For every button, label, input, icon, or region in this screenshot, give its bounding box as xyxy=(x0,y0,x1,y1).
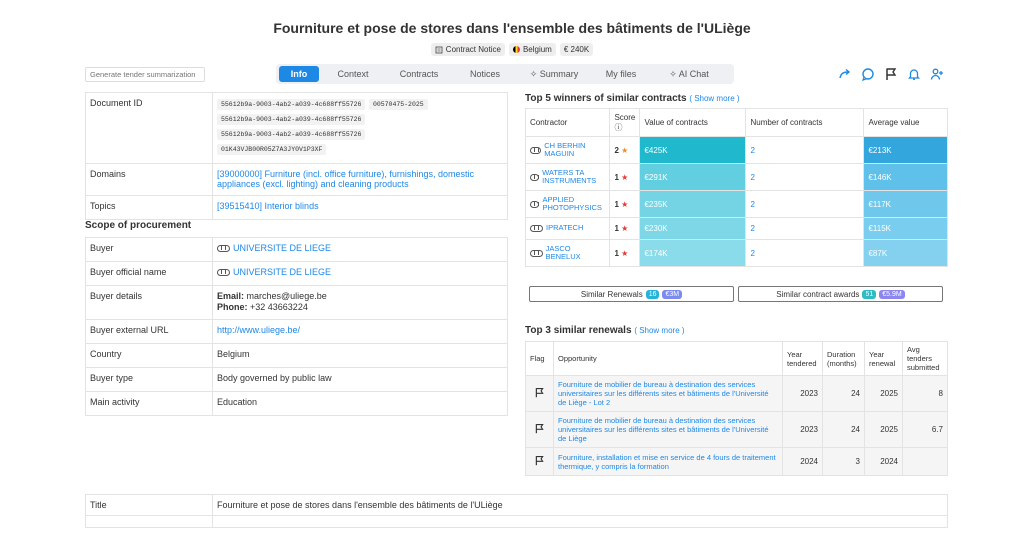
buyer-official-name-row xyxy=(86,262,508,286)
avg-cell: €213K xyxy=(864,137,948,164)
avg-tenders-cell: 8 xyxy=(903,376,948,412)
score-value: 2 xyxy=(614,145,619,155)
header-badges xyxy=(0,43,1024,56)
avg-tenders-header[interactable]: Avg tenders submitted xyxy=(903,342,948,376)
value-label: € 240K xyxy=(563,45,590,54)
contractor-icon xyxy=(530,250,543,257)
info-icon: ⓘ xyxy=(614,122,623,132)
winner-row[interactable] xyxy=(526,218,948,240)
buyer-details-row xyxy=(86,286,508,320)
star-icon: ★ xyxy=(621,172,629,182)
domains-row xyxy=(86,164,508,196)
contractor-name[interactable]: IPRATECH xyxy=(546,223,584,233)
contractor-cell[interactable] xyxy=(526,137,610,164)
flag-icon[interactable] xyxy=(534,423,545,434)
contractor-cell[interactable] xyxy=(526,191,610,218)
contractor-name[interactable]: CH BERHIN MAGUIN xyxy=(544,140,586,158)
contractor-cell[interactable] xyxy=(526,164,610,191)
detail-next-row xyxy=(86,516,948,528)
similar-renewals-button[interactable] xyxy=(529,286,734,302)
buyer-type-value: Body governed by public law xyxy=(213,368,508,392)
tab-notices[interactable] xyxy=(451,66,519,82)
similar-awards-label: Similar contract awards xyxy=(776,289,860,299)
document-info-table xyxy=(85,92,508,220)
top5-show-more-link[interactable]: ( Show more ) xyxy=(689,94,740,103)
document-icon xyxy=(435,46,443,54)
value-badge xyxy=(560,43,593,56)
detail-table xyxy=(85,494,948,528)
winner-row[interactable] xyxy=(526,191,948,218)
contractor-name[interactable]: APPLIED PHOTOPHYSICS xyxy=(542,194,602,212)
awards-value-pill: €5.9M xyxy=(879,290,904,299)
renewal-row[interactable] xyxy=(526,376,948,412)
avg-tenders-cell: 6.7 xyxy=(903,412,948,448)
winner-row[interactable] xyxy=(526,164,948,191)
contractor-header[interactable]: Contractor xyxy=(526,109,610,137)
score-value: 1 xyxy=(614,248,619,258)
renewals-table xyxy=(525,341,948,476)
email-label: Email: xyxy=(217,291,245,301)
notice-type-label: Contract Notice xyxy=(445,45,501,54)
opportunity-link[interactable]: Fourniture de mobilier de bureau à destination des services universitaires sur les différents sites et bâtiments de l'Université de Liège - Lot 2 xyxy=(554,376,783,412)
topics-label: Topics xyxy=(86,196,213,220)
tab-context-label: Context xyxy=(337,69,369,79)
renewal-row[interactable] xyxy=(526,412,948,448)
duration-header[interactable]: Duration (months) xyxy=(823,342,865,376)
bell-icon[interactable] xyxy=(907,67,921,81)
flag-header[interactable]: Flag xyxy=(526,342,554,376)
value-cell: €425K xyxy=(640,137,746,164)
header-actions xyxy=(838,67,944,81)
value-cell: €291K xyxy=(640,164,746,191)
country-value: Belgium xyxy=(213,344,508,368)
buyer-url-label: Buyer external URL xyxy=(86,320,213,344)
buyer-official-name-label: Buyer official name xyxy=(86,262,213,286)
share-icon[interactable] xyxy=(838,67,852,81)
top5-winners-title-text: Top 5 winners of similar contracts xyxy=(525,93,687,104)
duration-cell: 24 xyxy=(823,412,865,448)
count-cell[interactable]: 2 xyxy=(746,137,864,164)
top3-show-more-link[interactable]: ( Show more ) xyxy=(634,326,685,335)
document-id-chip[interactable]: 55612b9a-9003-4ab2-a039-4c688ff55726 xyxy=(217,129,365,140)
top5-winners-title xyxy=(525,93,740,104)
count-cell[interactable]: 2 xyxy=(746,218,864,240)
document-id-chip[interactable]: 00570475-2025 xyxy=(369,99,428,110)
tab-info-label: Info xyxy=(290,69,308,79)
avg-cell: €115K xyxy=(864,218,948,240)
avg-cell: €117K xyxy=(864,191,948,218)
buyer-link[interactable]: UNIVERSITE DE LIEGE xyxy=(233,243,332,253)
opportunity-link[interactable]: Fourniture, installation et mise en service de 4 fours de traitement thermique, y compris la formation xyxy=(554,448,783,476)
tab-info[interactable] xyxy=(279,66,319,82)
count-cell[interactable]: 2 xyxy=(746,191,864,218)
duration-cell: 24 xyxy=(823,376,865,412)
tab-notices-label: Notices xyxy=(469,69,500,79)
year-renewal-cell: 2025 xyxy=(865,376,903,412)
main-activity-row xyxy=(86,392,508,416)
winner-row[interactable] xyxy=(526,137,948,164)
score-value: 1 xyxy=(614,224,619,233)
scope-title: Scope of procurement xyxy=(85,220,192,231)
tab-contracts-label: Contracts xyxy=(399,69,439,79)
flag-cell[interactable] xyxy=(526,412,554,448)
flag-icon[interactable] xyxy=(534,455,545,466)
top3-renewals-title-text: Top 3 similar renewals xyxy=(525,325,632,336)
tab-ai-chat-label: AI Chat xyxy=(678,69,709,79)
scope-table xyxy=(85,237,508,416)
renewals-header-row xyxy=(526,342,948,376)
winner-row[interactable] xyxy=(526,240,948,267)
document-id-row xyxy=(86,93,508,164)
score-header-text: Score xyxy=(614,112,636,122)
contractor-icon xyxy=(530,147,541,154)
flag-cell[interactable] xyxy=(526,448,554,476)
avg-cell: €87K xyxy=(864,240,948,267)
buyer-icon xyxy=(217,245,230,252)
year-tendered-cell: 2023 xyxy=(783,376,823,412)
document-id-chip[interactable]: 55612b9a-9003-4ab2-a039-4c688ff55726 xyxy=(217,99,365,110)
tab-my-files-label: My files xyxy=(605,69,637,79)
domains-label: Domains xyxy=(86,164,213,196)
tab-contracts[interactable] xyxy=(387,66,451,82)
contractor-name[interactable]: WATERS TA INSTRUMENTS xyxy=(542,167,597,185)
title-row xyxy=(86,495,948,516)
score-cell xyxy=(610,191,640,218)
winners-header-row xyxy=(526,109,948,137)
tab-summary-label: Summary xyxy=(539,69,579,79)
awards-count-pill: 51 xyxy=(862,290,876,299)
buyer-url-link[interactable]: http://www.uliege.be/ xyxy=(217,325,301,335)
main-activity-label: Main activity xyxy=(86,392,213,416)
top3-renewals-title xyxy=(525,325,685,336)
sparkle-icon: ✧ xyxy=(669,69,679,79)
duration-cell: 3 xyxy=(823,448,865,476)
count-cell[interactable]: 2 xyxy=(746,240,864,267)
year-tendered-cell: 2023 xyxy=(783,412,823,448)
country-label-cell: Country xyxy=(86,344,213,368)
contractor-cell[interactable] xyxy=(526,218,610,240)
page-title: Fourniture et pose de stores dans l'ensemble des bâtiments de l'ULiège xyxy=(273,20,751,36)
flag-icon[interactable] xyxy=(534,387,545,398)
tab-my-files[interactable] xyxy=(589,66,653,82)
buyer-official-name-link[interactable]: UNIVERSITE DE LIEGE xyxy=(233,267,332,277)
contractor-name[interactable]: JASCO BENELUX xyxy=(545,243,581,261)
value-header[interactable]: Value of contracts xyxy=(640,109,746,137)
score-header[interactable] xyxy=(610,109,640,137)
year-renewal-header[interactable]: Year renewal xyxy=(865,342,903,376)
score-value: 1 xyxy=(614,172,619,182)
document-id-chip[interactable]: 01K43VJB00R05Z7A3JY0V1P3XF xyxy=(217,144,326,155)
phone-value: +32 43663224 xyxy=(250,302,308,312)
star-icon: ★ xyxy=(621,224,629,233)
year-tendered-cell: 2024 xyxy=(783,448,823,476)
contractor-cell[interactable] xyxy=(526,240,610,267)
country-row xyxy=(86,344,508,368)
belgium-flag-icon xyxy=(513,46,520,53)
summarize-input[interactable] xyxy=(85,67,205,82)
buyer-type-row xyxy=(86,368,508,392)
tab-summary[interactable] xyxy=(519,66,589,82)
value-cell: €230K xyxy=(640,218,746,240)
comment-icon[interactable] xyxy=(861,67,875,81)
country-badge xyxy=(509,43,556,56)
count-cell[interactable]: 2 xyxy=(746,164,864,191)
buyer-icon xyxy=(217,269,230,276)
year-renewal-cell: 2025 xyxy=(865,412,903,448)
contractor-icon xyxy=(530,174,539,181)
score-cell xyxy=(610,218,640,240)
document-id-cell xyxy=(213,93,508,164)
flag-icon[interactable] xyxy=(884,67,898,81)
winners-table xyxy=(525,108,948,267)
tab-context[interactable] xyxy=(319,66,387,82)
buyer-details-label: Buyer details xyxy=(86,286,213,320)
avg-tenders-cell xyxy=(903,448,948,476)
renewal-row[interactable] xyxy=(526,448,948,476)
country-label: Belgium xyxy=(522,45,552,54)
document-id-chip[interactable]: 55612b9a-9003-4ab2-a039-4c688ff55726 xyxy=(217,114,365,125)
title-label: Title xyxy=(86,495,213,516)
buyer-label: Buyer xyxy=(86,238,213,262)
similar-awards-button[interactable] xyxy=(738,286,943,302)
star-icon: ★ xyxy=(621,248,629,258)
value-cell: €235K xyxy=(640,191,746,218)
score-cell xyxy=(610,240,640,267)
main-activity-value: Education xyxy=(213,392,508,416)
score-cell xyxy=(610,137,640,164)
sparkle-icon: ✧ xyxy=(529,69,540,79)
phone-label: Phone: xyxy=(217,302,248,312)
tab-bar xyxy=(276,64,734,84)
score-value: 1 xyxy=(614,199,619,209)
similar-renewals-label: Similar Renewals xyxy=(580,289,643,299)
email-value: marches@uliege.be xyxy=(246,291,327,301)
domains-link[interactable]: [39000000] Furniture (incl. office furniture), furnishings, domestic appliances (excl. lighting) and cleaning products xyxy=(217,169,474,189)
renewals-count-pill: 16 xyxy=(646,290,660,299)
star-icon: ★ xyxy=(621,199,629,209)
tab-ai-chat[interactable] xyxy=(653,66,725,82)
avg-header[interactable]: Average value xyxy=(864,109,948,137)
contractor-icon xyxy=(530,225,543,232)
renewals-value-pill: €3M xyxy=(662,290,682,299)
avg-cell: €146K xyxy=(864,164,948,191)
topics-link[interactable]: [39515410] Interior blinds xyxy=(217,201,319,211)
opportunity-link[interactable]: Fourniture de mobilier de bureau à destination des services universitaires sur les différents sites et bâtiments de l'Université de Liège xyxy=(554,412,783,448)
buyer-row xyxy=(86,238,508,262)
contractor-icon xyxy=(530,201,539,208)
year-tendered-header[interactable]: Year tendered xyxy=(783,342,823,376)
opportunity-header[interactable]: Opportunity xyxy=(554,342,783,376)
title-value: Fourniture et pose de stores dans l'ensemble des bâtiments de l'ULiège xyxy=(213,495,948,516)
buyer-url-row xyxy=(86,320,508,344)
buyer-type-label: Buyer type xyxy=(86,368,213,392)
add-user-icon[interactable] xyxy=(930,67,944,81)
notice-type-badge xyxy=(431,43,505,56)
topics-row xyxy=(86,196,508,220)
year-renewal-cell: 2024 xyxy=(865,448,903,476)
score-cell xyxy=(610,164,640,191)
document-id-label: Document ID xyxy=(86,93,213,164)
star-icon: ★ xyxy=(621,145,629,155)
value-cell: €174K xyxy=(640,240,746,267)
flag-cell[interactable] xyxy=(526,376,554,412)
count-header[interactable]: Number of contracts xyxy=(746,109,864,137)
